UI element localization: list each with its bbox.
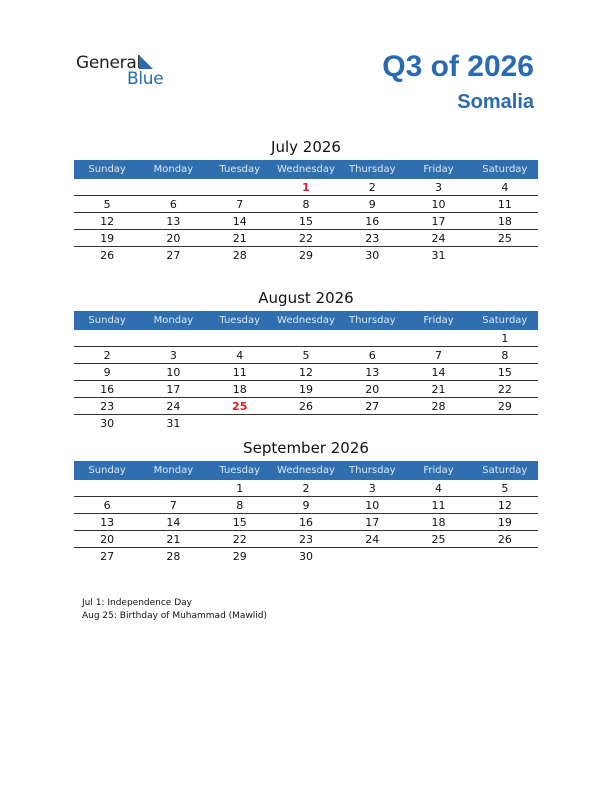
day-cell: 30: [365, 249, 380, 262]
day-cell: 24: [166, 400, 181, 413]
week-row: [74, 230, 538, 247]
weekday-label: Thursday: [349, 465, 396, 476]
month-title: July 2026: [271, 138, 341, 156]
day-cell: 3: [368, 482, 376, 495]
week-row: [74, 514, 538, 531]
weekday-label: Thursday: [349, 315, 396, 326]
day-cell: 18: [431, 516, 446, 529]
quarter-title: Q3 of 2026: [382, 50, 534, 83]
day-cell: 30: [100, 417, 115, 430]
day-cell: 11: [232, 366, 247, 379]
day-cell: [405, 330, 471, 346]
holiday-note: Jul 1: Independence Day: [82, 598, 192, 608]
day-cell: 4: [236, 349, 244, 362]
day-cell: 6: [103, 499, 111, 512]
day-cell: 27: [100, 550, 115, 563]
week-row: [74, 415, 538, 431]
weekday-label: Tuesday: [219, 465, 261, 476]
day-cell: [207, 330, 273, 346]
day-cell: 15: [497, 366, 512, 379]
weekday-header: [74, 160, 538, 179]
week-row: [74, 480, 538, 497]
week-row: [74, 179, 538, 196]
day-cell: 17: [166, 383, 181, 396]
day-cell: 15: [298, 215, 313, 228]
weekday-label: Tuesday: [219, 315, 261, 326]
logo-triangle-icon: [139, 55, 153, 69]
week-row: [74, 398, 538, 415]
day-cell: 16: [365, 215, 380, 228]
day-cell: 14: [232, 215, 247, 228]
holiday-notes: [82, 597, 267, 623]
day-cell: 1: [501, 332, 509, 345]
weekday-label: Wednesday: [277, 465, 335, 476]
day-cell: 22: [497, 383, 512, 396]
day-cell: 13: [365, 366, 380, 379]
day-cell: 12: [497, 499, 512, 512]
day-cell: [74, 179, 140, 195]
day-cell: 4: [435, 482, 443, 495]
day-cell: 24: [431, 232, 446, 245]
day-cell: [273, 415, 339, 431]
generalblue-logo: [76, 53, 176, 87]
week-row: [74, 497, 538, 514]
day-cell: 8: [501, 349, 509, 362]
week-row: [74, 213, 538, 230]
day-cell: 20: [166, 232, 181, 245]
week-row: [74, 364, 538, 381]
day-cell: [140, 330, 206, 346]
weekday-label: Monday: [153, 315, 194, 326]
day-cell: 1: [302, 181, 310, 194]
month-title: September 2026: [243, 439, 369, 457]
day-cell: 14: [166, 516, 181, 529]
week-row: [74, 381, 538, 398]
day-cell: 4: [501, 181, 509, 194]
day-cell: 10: [431, 198, 446, 211]
day-cell: 18: [232, 383, 247, 396]
day-cell: 7: [236, 198, 244, 211]
day-cell: [339, 548, 405, 564]
weekday-label: Monday: [153, 164, 194, 175]
day-cell: 25: [497, 232, 512, 245]
day-cell: 23: [365, 232, 380, 245]
day-cell: 21: [166, 533, 181, 546]
weekday-label: Wednesday: [277, 164, 335, 175]
day-cell: 22: [298, 232, 313, 245]
weekday-header: [74, 311, 538, 330]
day-cell: 7: [435, 349, 443, 362]
day-cell: 29: [497, 400, 512, 413]
logo-text-general: General: [76, 53, 141, 73]
day-cell: 6: [368, 349, 376, 362]
day-cell: 28: [166, 550, 181, 563]
month-august: [74, 287, 538, 431]
day-cell: 19: [497, 516, 512, 529]
weekday-label: Thursday: [349, 164, 396, 175]
weekday-label: Sunday: [88, 315, 126, 326]
day-cell: [273, 330, 339, 346]
day-cell: [472, 548, 538, 564]
week-row: [74, 531, 538, 548]
day-cell: 6: [169, 198, 177, 211]
day-cell: 10: [365, 499, 380, 512]
day-cell: 9: [103, 366, 111, 379]
day-cell: 16: [298, 516, 313, 529]
day-cell: [74, 480, 140, 496]
day-cell: 28: [431, 400, 446, 413]
weekday-label: Wednesday: [277, 315, 335, 326]
day-cell: 25: [431, 533, 446, 546]
day-cell: 26: [298, 400, 313, 413]
day-cell: [207, 415, 273, 431]
day-cell: 23: [100, 400, 115, 413]
day-cell: 21: [232, 232, 247, 245]
day-cell: 23: [298, 533, 313, 546]
day-cell: [140, 179, 206, 195]
day-cell: [405, 415, 471, 431]
day-cell: 3: [169, 349, 177, 362]
week-row: [74, 196, 538, 213]
week-row: [74, 548, 538, 564]
day-cell: 2: [368, 181, 376, 194]
country-title: Somalia: [457, 91, 534, 113]
day-cell: 31: [166, 417, 181, 430]
day-cell: [140, 480, 206, 496]
logo-text-blue: Blue: [127, 69, 164, 89]
day-cell: 20: [100, 533, 115, 546]
day-cell: 9: [302, 499, 310, 512]
day-cell: 1: [236, 482, 244, 495]
day-cell: 19: [100, 232, 115, 245]
day-cell: 11: [431, 499, 446, 512]
weekday-label: Friday: [423, 465, 454, 476]
week-row: [74, 330, 538, 347]
day-cell: 10: [166, 366, 181, 379]
day-cell: 27: [365, 400, 380, 413]
day-cell: [207, 179, 273, 195]
day-cell: 8: [302, 198, 310, 211]
day-cell: 21: [431, 383, 446, 396]
day-cell: 13: [100, 516, 115, 529]
day-cell: [405, 548, 471, 564]
month-title: August 2026: [258, 289, 354, 307]
day-cell: 18: [497, 215, 512, 228]
weekday-label: Sunday: [88, 164, 126, 175]
day-cell: 19: [298, 383, 313, 396]
day-cell: 11: [497, 198, 512, 211]
weekday-label: Saturday: [482, 315, 528, 326]
weekday-label: Saturday: [482, 465, 528, 476]
weekday-label: Saturday: [482, 164, 528, 175]
day-cell: 31: [431, 249, 446, 262]
day-cell: 28: [232, 249, 247, 262]
day-cell: 26: [100, 249, 115, 262]
weekday-label: Sunday: [88, 465, 126, 476]
day-cell: 2: [302, 482, 310, 495]
holiday-note: Aug 25: Birthday of Muhammad (Mawlid): [82, 611, 268, 621]
day-cell: 12: [100, 215, 115, 228]
weekday-header: [74, 461, 538, 480]
day-cell: 5: [103, 198, 111, 211]
day-cell: 9: [368, 198, 376, 211]
day-cell: 7: [169, 499, 177, 512]
week-row: [74, 347, 538, 364]
day-cell: 8: [236, 499, 244, 512]
month-july: [74, 136, 538, 263]
day-cell: [339, 330, 405, 346]
day-cell: 14: [431, 366, 446, 379]
day-cell: 17: [431, 215, 446, 228]
day-cell: 29: [232, 550, 247, 563]
day-cell: 22: [232, 533, 247, 546]
day-cell: [339, 415, 405, 431]
weekday-label: Friday: [423, 164, 454, 175]
day-cell: [472, 247, 538, 263]
month-september: [74, 437, 538, 564]
day-cell: [74, 330, 140, 346]
day-cell: 30: [298, 550, 313, 563]
weekday-label: Friday: [423, 315, 454, 326]
day-cell: 3: [435, 181, 443, 194]
weekday-label: Tuesday: [219, 164, 261, 175]
day-cell: 27: [166, 249, 181, 262]
day-cell: 12: [298, 366, 313, 379]
day-cell: 29: [298, 249, 313, 262]
day-cell: 15: [232, 516, 247, 529]
day-cell: 5: [501, 482, 509, 495]
day-cell: 26: [497, 533, 512, 546]
day-cell: [472, 415, 538, 431]
day-cell: 20: [365, 383, 380, 396]
day-cell: 17: [365, 516, 380, 529]
day-cell: 16: [100, 383, 115, 396]
day-cell: 2: [103, 349, 111, 362]
week-row: [74, 247, 538, 263]
day-cell: 5: [302, 349, 310, 362]
weekday-label: Monday: [153, 465, 194, 476]
day-cell: 25: [232, 400, 248, 413]
day-cell: 13: [166, 215, 181, 228]
day-cell: 24: [365, 533, 380, 546]
